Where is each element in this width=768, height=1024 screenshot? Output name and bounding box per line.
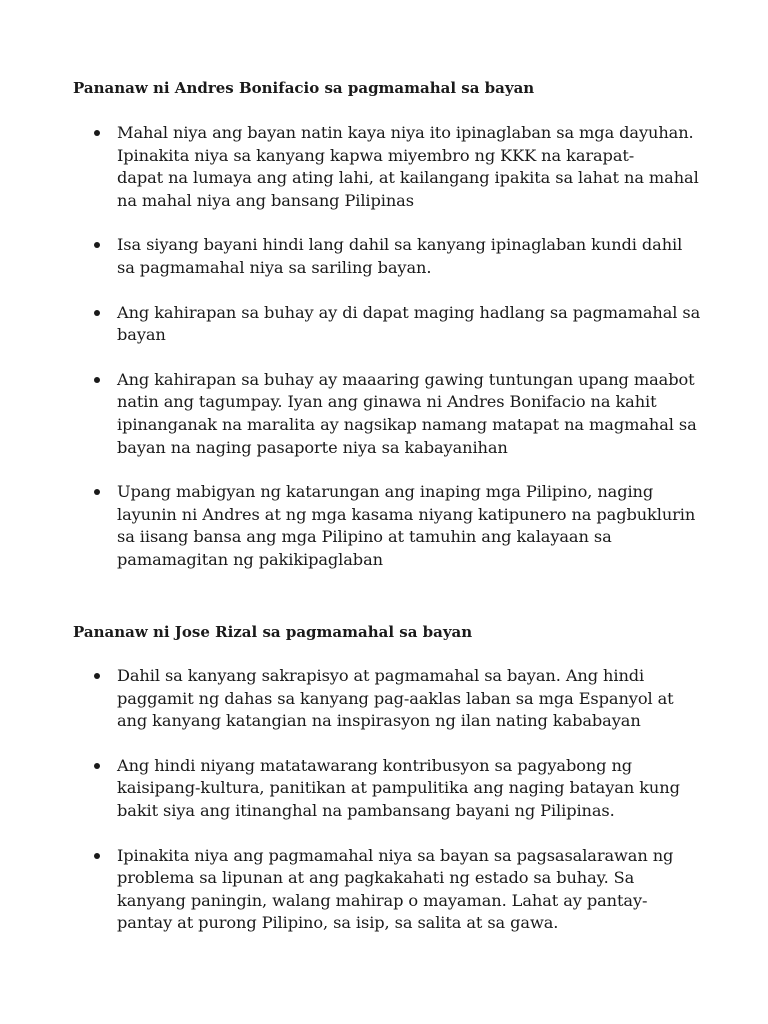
item-text-line: ang kanyang katangian na inspirasyon ng ilan nating kababayan xyxy=(117,711,641,731)
list-item xyxy=(0,665,717,733)
item-text-line: sa iisang bansa ang mga Pilipino at tamuhin ang kalayaan sa xyxy=(117,527,612,547)
item-text-line: layunin ni Andres at ng mga kasama niyang katipunero na pagbuklurin xyxy=(117,504,696,524)
item-text-line: na mahal niya ang bansang Pilipinas xyxy=(117,190,414,210)
bullet-icon xyxy=(94,377,100,383)
item-text-line: Upang mabigyan ng katarungan ang inaping mga Pilipino, naging xyxy=(117,482,654,502)
bullet-icon xyxy=(94,763,100,769)
list-item xyxy=(0,481,717,571)
item-text-line: dapat na lumaya ang ating lahi, at kailangang ipakita sa lahat na mahal xyxy=(117,168,699,188)
list-item xyxy=(0,755,717,823)
item-text-line: kaisipang-kultura, panitikan at pampulitika ang naging batayan kung xyxy=(117,778,680,798)
bonifacio-bullet-list xyxy=(0,122,717,572)
item-text-line: Mahal niya ang bayan natin kaya niya ito ipinaglaban sa mga dayuhan. xyxy=(117,123,694,142)
item-text-line: problema sa lipunan at ang pagkakahati ng estado sa buhay. Sa xyxy=(117,868,635,888)
list-item xyxy=(0,369,717,459)
item-text-line: sa pagmamahal niya sa sariling bayan. xyxy=(117,257,432,277)
item-text-line: natin ang tagumpay. Iyan ang ginawa ni Andres Bonifacio na kahit xyxy=(117,392,657,412)
bullet-icon xyxy=(94,310,100,316)
bullet-icon xyxy=(94,673,100,679)
item-text-line: Ang hindi niyang matatawarang kontribusyon sa pagyabong ng xyxy=(117,755,633,775)
list-item xyxy=(0,845,717,935)
bullet-icon xyxy=(94,489,100,495)
list-item xyxy=(0,122,717,212)
list-item xyxy=(0,234,717,279)
item-text-line: Ipinakita niya ang pagmamahal niya sa bayan sa pagsasalarawan ng xyxy=(117,845,674,865)
item-text-line: Ipinakita niya sa kanyang kapwa miyembro ng KKK na karapat- xyxy=(117,145,635,165)
item-text-line: Ang kahirapan sa buhay ay maaaring gawing tuntungan upang maabot xyxy=(117,369,695,389)
bullet-icon xyxy=(94,242,100,248)
bullet-icon xyxy=(94,853,100,859)
item-text-line: pamamagitan ng pakikipaglaban xyxy=(117,549,383,569)
item-text-line: kanyang paningin, walang mahirap o mayaman. Lahat ay pantay- xyxy=(117,890,648,910)
item-text-line: pantay at purong Pilipino, sa isip, sa salita at sa gawa. xyxy=(117,913,559,933)
item-text-line: Ang kahirapan sa buhay ay di dapat maging hadlang sa pagmamahal sa xyxy=(117,302,701,322)
list-item xyxy=(0,302,717,347)
item-text-line: bayan xyxy=(117,325,166,345)
section-heading-rizal: Pananaw ni Jose Rizal sa pagmamahal sa bayan xyxy=(73,623,473,641)
item-text-line: bakit siya ang itinanghal na pambansang bayani ng Pilipinas. xyxy=(117,800,615,820)
item-text-line: Dahil sa kanyang sakrapisyo at pagmamahal sa bayan. Ang hindi xyxy=(117,666,645,685)
item-text-line: bayan na naging pasaporte niya sa kabayanihan xyxy=(117,437,508,457)
item-text-line: paggamit ng dahas sa kanyang pag-aaklas laban sa mga Espanyol at xyxy=(117,688,674,708)
bullet-icon xyxy=(94,130,100,136)
item-text-line: Isa siyang bayani hindi lang dahil sa kanyang ipinaglaban kundi dahil xyxy=(117,235,683,255)
section-heading-bonifacio: Pananaw ni Andres Bonifacio sa pagmamahal sa bayan xyxy=(73,79,535,97)
item-text-line: ipinanganak na maralita ay nagsikap namang matapat na magmahal sa xyxy=(117,414,697,434)
rizal-bullet-list xyxy=(0,665,717,935)
